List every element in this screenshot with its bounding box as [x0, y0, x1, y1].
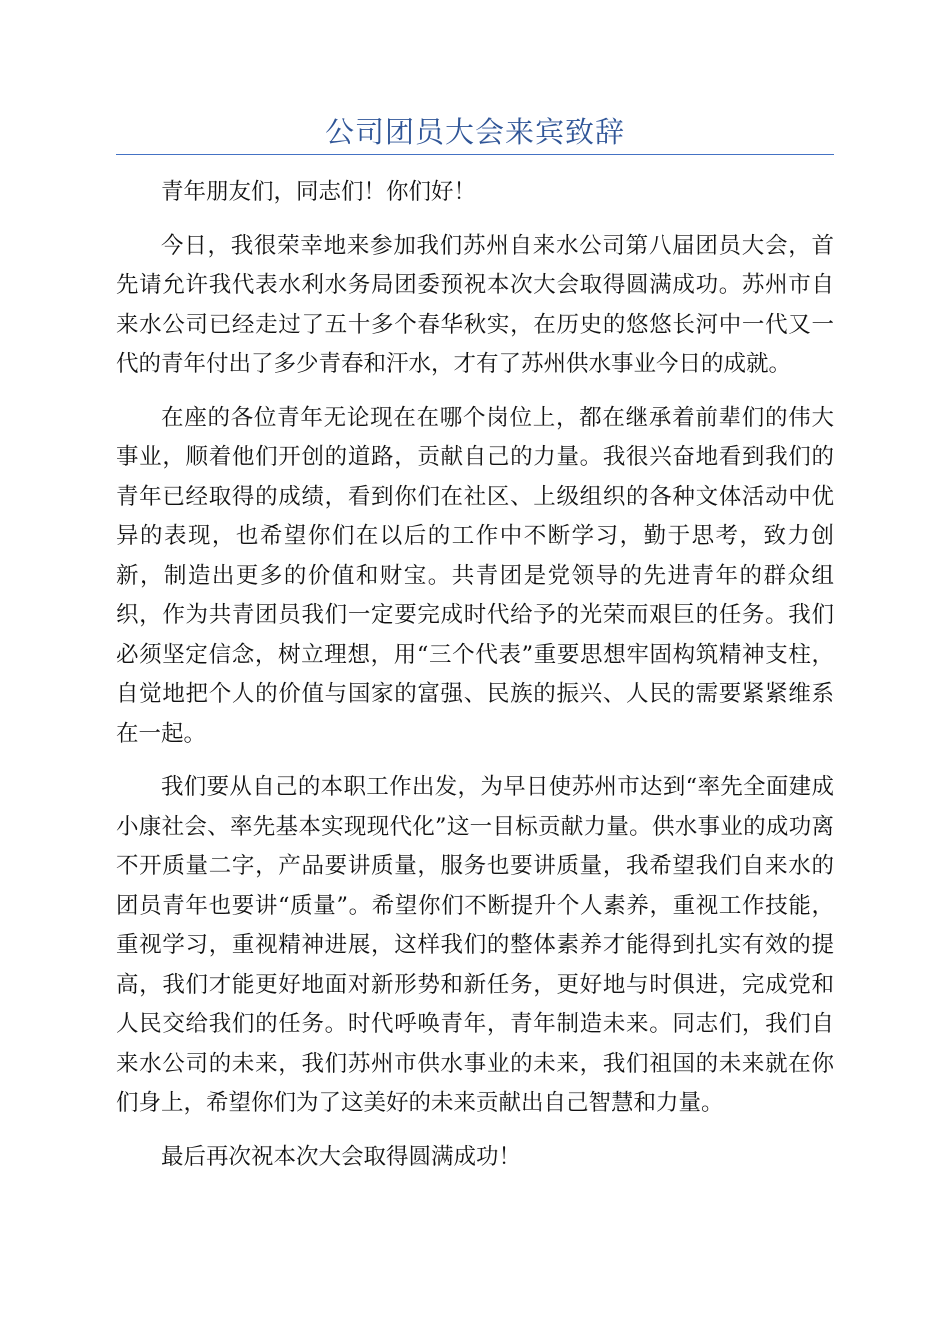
- paragraph-greeting: 青年朋友们，同志们！你们好！: [161, 179, 477, 205]
- paragraph-closing: 最后再次祝本次大会取得圆满成功！: [161, 1143, 522, 1170]
- page-title: 公司团员大会来宾致辞: [324, 115, 625, 149]
- title-underline: [116, 154, 834, 155]
- paragraph-opening: 今日，我很荣幸地来参加我们苏州自来水公司第八届团员大会，首先请允许我代表水利水务局团委预祝本次大会取得圆满成功。苏州市自来水公司已经走过了五十多个春华秋实，在历史的悠悠长河中一代又一代的青年付出了多少青春和汗水，才有了苏州供水事业今日的成就。: [116, 232, 834, 377]
- document-body: [116, 173, 834, 1177]
- paragraph-youth-mission: 在座的各位青年无论现在在哪个岗位上，都在继承着前辈们的伟大事业，顺着他们开创的道路，贡献自己的力量。我很兴奋地看到我们的青年已经取得的成绩，看到你们在社区、上级组织的各种文体活动中优异的表现，也希望你们在以后的工作中不断学习，勤于思考，致力创新，制造出更多的价值和财宝。共青团是党领导的先进青年的群众组织，作为共青团员我们一定要完成时代给予的光荣而艰巨的任务。我们必须坚定信念，树立理想，用“三个代表”重要思想牢固构筑精神支柱，自觉地把个人的价值与国家的富强、民族的振兴、人民的需要紧紧维系在一起。: [116, 404, 834, 747]
- paragraph-quality: 我们要从自己的本职工作出发，为早日使苏州市达到“率先全面建成小康社会、率先基本实现现代化”这一目标贡献力量。供水事业的成功离不开质量二字，产品要讲质量，服务也要讲质量，我希望我们自来水的团员青年也要讲“质量”。希望你们不断提升个人素养，重视工作技能，重视学习，重视精神进展，这样我们的整体素养才能得到扎实有效的提高，我们才能更好地面对新形势和新任务，更好地与时俱进，完成党和人民交给我们的任务。时代呼唤青年，青年制造未来。同志们，我们自来水公司的未来，我们苏州市供水事业的未来，我们祖国的未来就在你们身上，希望你们为了这美好的未来贡献出自己智慧和力量。: [116, 774, 834, 1116]
